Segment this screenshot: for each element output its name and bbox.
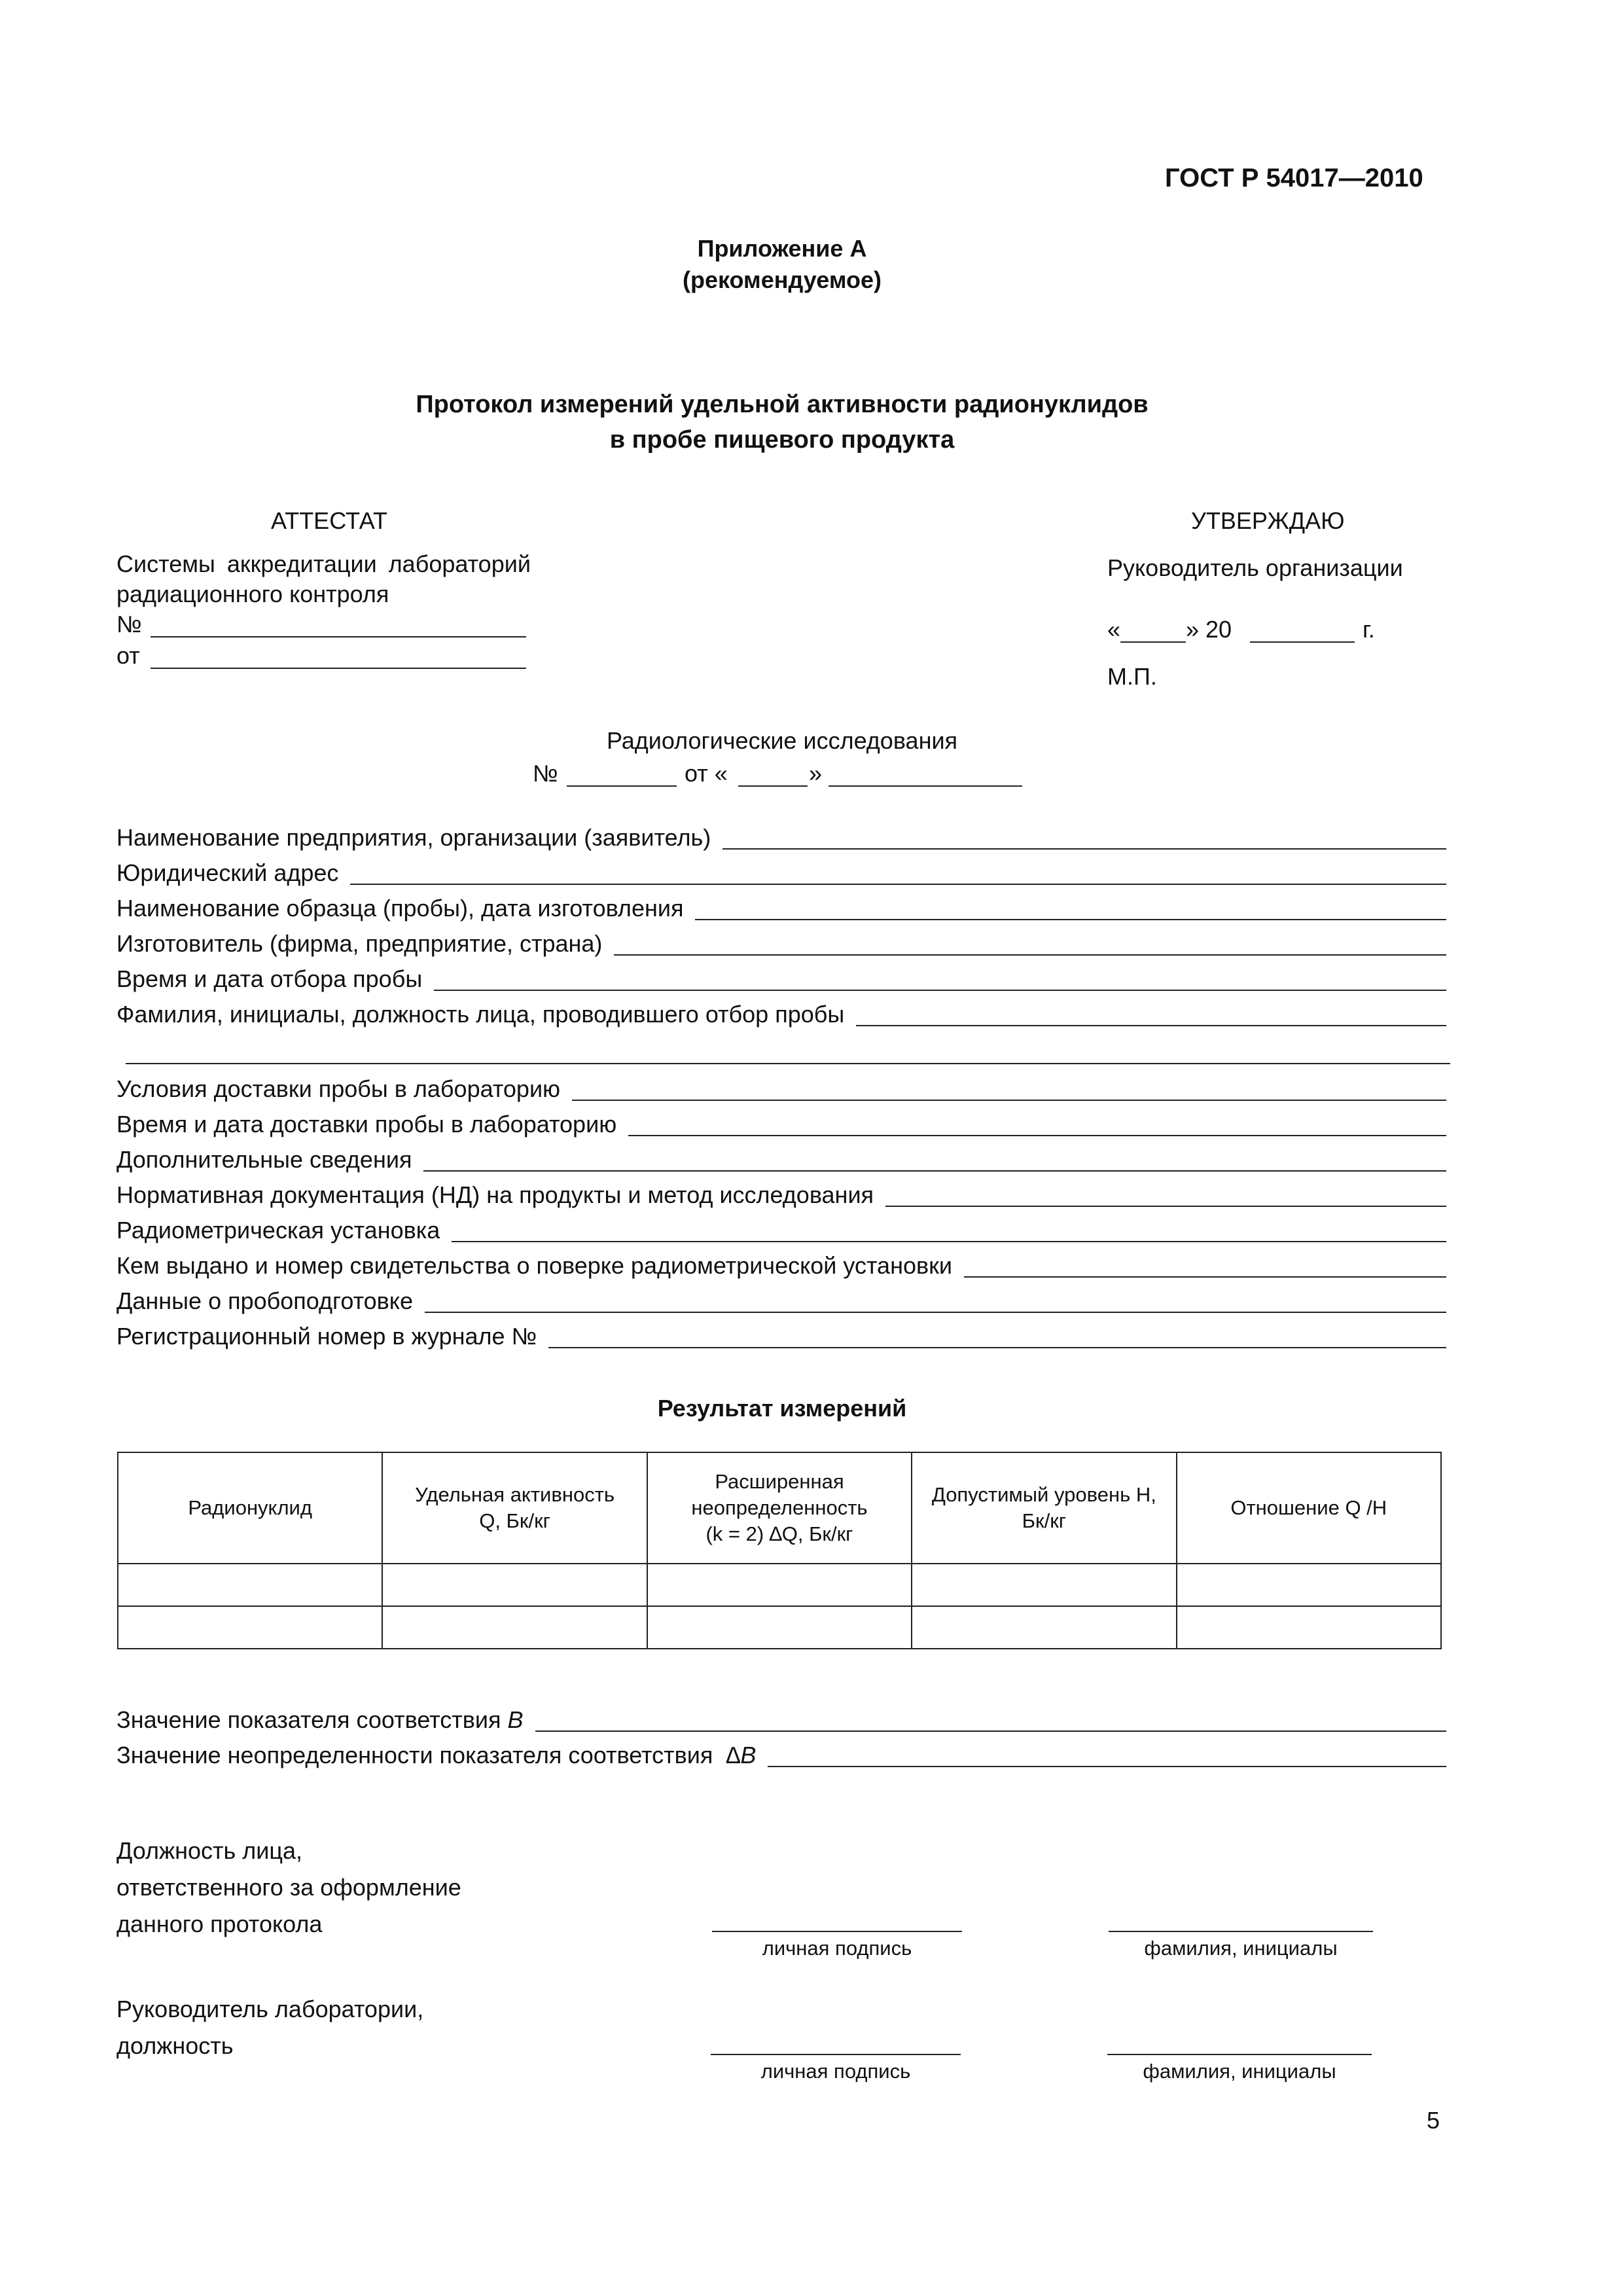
form-field[interactable] xyxy=(116,1284,1446,1314)
research-from-label: от « xyxy=(685,760,728,787)
field-label: Наименование образца (пробы), дата изготовления xyxy=(116,895,684,922)
field-line[interactable] xyxy=(350,884,1446,885)
field-line[interactable] xyxy=(452,1241,1446,1242)
approve-head-label: Руководитель организации xyxy=(1107,554,1403,581)
table-row xyxy=(118,1564,1441,1606)
field-label: Юридический адрес xyxy=(116,859,339,886)
appendix-status: (рекомендуемое) xyxy=(683,266,882,293)
table-cell[interactable] xyxy=(912,1606,1176,1649)
responsible-line2: ответственного за оформление xyxy=(116,1874,461,1901)
indicator-db-field[interactable] xyxy=(116,1738,1446,1768)
attestat-from-line xyxy=(151,668,526,669)
form-field[interactable] xyxy=(116,891,1446,922)
results-title: Результат измерений xyxy=(657,1395,907,1422)
field-line[interactable] xyxy=(885,1206,1446,1207)
field-line[interactable] xyxy=(964,1276,1446,1278)
research-number-line xyxy=(567,785,677,787)
signature-caption: личная подпись xyxy=(762,1937,912,1960)
form-field[interactable] xyxy=(116,1143,1446,1173)
table-cell[interactable] xyxy=(382,1606,647,1649)
research-number-label: № xyxy=(533,760,558,787)
field-label: Кем выдано и номер свидетельства о поверке радиометрической установки xyxy=(116,1252,952,1279)
form-field[interactable] xyxy=(116,856,1446,886)
field-label: Радиометрическая установка xyxy=(116,1217,440,1244)
results-table xyxy=(117,1452,1442,1649)
signature-caption: личная подпись xyxy=(760,2060,911,2083)
form-field[interactable] xyxy=(116,927,1446,957)
research-close-quote: » xyxy=(809,760,823,787)
field-line[interactable] xyxy=(535,1731,1447,1732)
form-field[interactable] xyxy=(116,1249,1446,1279)
page-number: 5 xyxy=(1427,2107,1440,2134)
responsible-line1: Должность лица, xyxy=(116,1837,303,1864)
column-header-uncertainty: Расширенная неопределенность (k = 2) ∆Q, Бк/кг xyxy=(647,1452,912,1564)
name-line[interactable] xyxy=(1109,1931,1373,1932)
field-continuation-line[interactable] xyxy=(126,1063,1450,1064)
lab-head-line2: должность xyxy=(116,2032,234,2059)
form-field[interactable] xyxy=(116,821,1446,851)
attestat-line1: Системы аккредитации лабораторий xyxy=(116,550,531,577)
table-cell[interactable] xyxy=(1177,1606,1441,1649)
table-cell[interactable] xyxy=(647,1564,912,1606)
form-field[interactable] xyxy=(116,1072,1446,1102)
form-field[interactable] xyxy=(116,1213,1446,1244)
field-line[interactable] xyxy=(695,919,1446,920)
signature-line[interactable] xyxy=(712,1931,962,1932)
research-date-line xyxy=(829,785,1022,787)
attestat-number-line xyxy=(151,636,526,637)
field-line[interactable] xyxy=(548,1347,1446,1348)
table-cell[interactable] xyxy=(1177,1564,1441,1606)
table-cell[interactable] xyxy=(118,1564,382,1606)
field-line[interactable] xyxy=(768,1766,1446,1767)
field-line[interactable] xyxy=(434,990,1446,991)
indicator-b-field[interactable] xyxy=(116,1703,1446,1733)
form-field[interactable] xyxy=(116,962,1446,992)
delta-b-symbol: ∆B xyxy=(726,1742,757,1768)
form-field[interactable] xyxy=(116,1107,1446,1138)
standard-number: ГОСТ Р 54017—2010 xyxy=(1165,164,1423,192)
field-label: Нормативная документация (НД) на продукты и метод исследования xyxy=(116,1181,874,1208)
table-row xyxy=(118,1606,1441,1649)
field-label: Дополнительные сведения xyxy=(116,1146,412,1173)
column-header-activity: Удельная активность Q, Бк/кг xyxy=(382,1452,647,1564)
responsible-line3: данного протокола xyxy=(116,1910,323,1937)
attestat-line2: радиационного контроля xyxy=(116,581,389,607)
appendix-title: Приложение А xyxy=(697,235,867,262)
field-label: Время и дата доставки пробы в лабораторию xyxy=(116,1111,617,1138)
name-caption: фамилия, инициалы xyxy=(1144,1937,1338,1960)
field-line[interactable] xyxy=(423,1170,1446,1172)
approve-heading: УТВЕРЖДАЮ xyxy=(1191,507,1345,534)
table-cell[interactable] xyxy=(382,1564,647,1606)
form-field[interactable] xyxy=(116,997,1446,1028)
table-header-row xyxy=(118,1452,1441,1564)
document-title-line2: в пробе пищевого продукта xyxy=(609,426,955,454)
field-label: Данные о пробоподготовке xyxy=(116,1287,413,1314)
field-line[interactable] xyxy=(614,954,1446,956)
table-cell[interactable] xyxy=(912,1564,1176,1606)
field-label: Фамилия, инициалы, должность лица, проводившего отбор пробы xyxy=(116,1001,845,1028)
field-line[interactable] xyxy=(628,1135,1446,1136)
field-line[interactable] xyxy=(572,1100,1446,1101)
column-header-permissible-level: Допустимый уровень H, Бк/кг xyxy=(912,1452,1176,1564)
field-line[interactable] xyxy=(856,1025,1446,1026)
field-label: Время и дата отбора пробы xyxy=(116,965,423,992)
approve-seal: М.П. xyxy=(1107,663,1157,690)
name-line[interactable] xyxy=(1107,2054,1372,2055)
approve-date-mid: » 20 xyxy=(1186,616,1232,643)
name-caption: фамилия, инициалы xyxy=(1143,2060,1336,2083)
table-cell[interactable] xyxy=(647,1606,912,1649)
field-label: Значение неопределенности показателя соответствия ∆B xyxy=(116,1742,757,1768)
document-title-line1: Протокол измерений удельной активности радионуклидов xyxy=(416,391,1149,418)
approve-date-open: « xyxy=(1107,616,1121,643)
form-field[interactable] xyxy=(116,1319,1446,1350)
signature-line[interactable] xyxy=(711,2054,961,2055)
field-label: Регистрационный номер в журнале № xyxy=(116,1323,537,1350)
attestat-from-label: от xyxy=(116,642,140,669)
field-line[interactable] xyxy=(425,1312,1446,1313)
b-symbol: B xyxy=(507,1706,524,1733)
table-cell[interactable] xyxy=(118,1606,382,1649)
field-label: Условия доставки пробы в лабораторию xyxy=(116,1075,561,1102)
column-header-radionuclide: Радионуклид xyxy=(118,1452,382,1564)
attestat-number-label: № xyxy=(116,611,142,637)
approve-day-line xyxy=(1120,641,1186,643)
form-field[interactable] xyxy=(116,1178,1446,1208)
field-label: Изготовитель (фирма, предприятие, страна) xyxy=(116,930,603,957)
approve-year-suffix: г. xyxy=(1363,616,1375,643)
field-label: Наименование предприятия, организации (заявитель) xyxy=(116,824,711,851)
attestat-heading: АТТЕСТАТ xyxy=(271,507,387,534)
field-line[interactable] xyxy=(722,848,1446,850)
column-header-ratio: Отношение Q /H xyxy=(1177,1452,1441,1564)
approve-year-line xyxy=(1250,641,1355,643)
field-label: Значение показателя соответствия B xyxy=(116,1706,524,1733)
research-day-line xyxy=(738,785,808,787)
research-title: Радиологические исследования xyxy=(606,727,958,754)
lab-head-line1: Руководитель лаборатории, xyxy=(116,1996,424,2022)
